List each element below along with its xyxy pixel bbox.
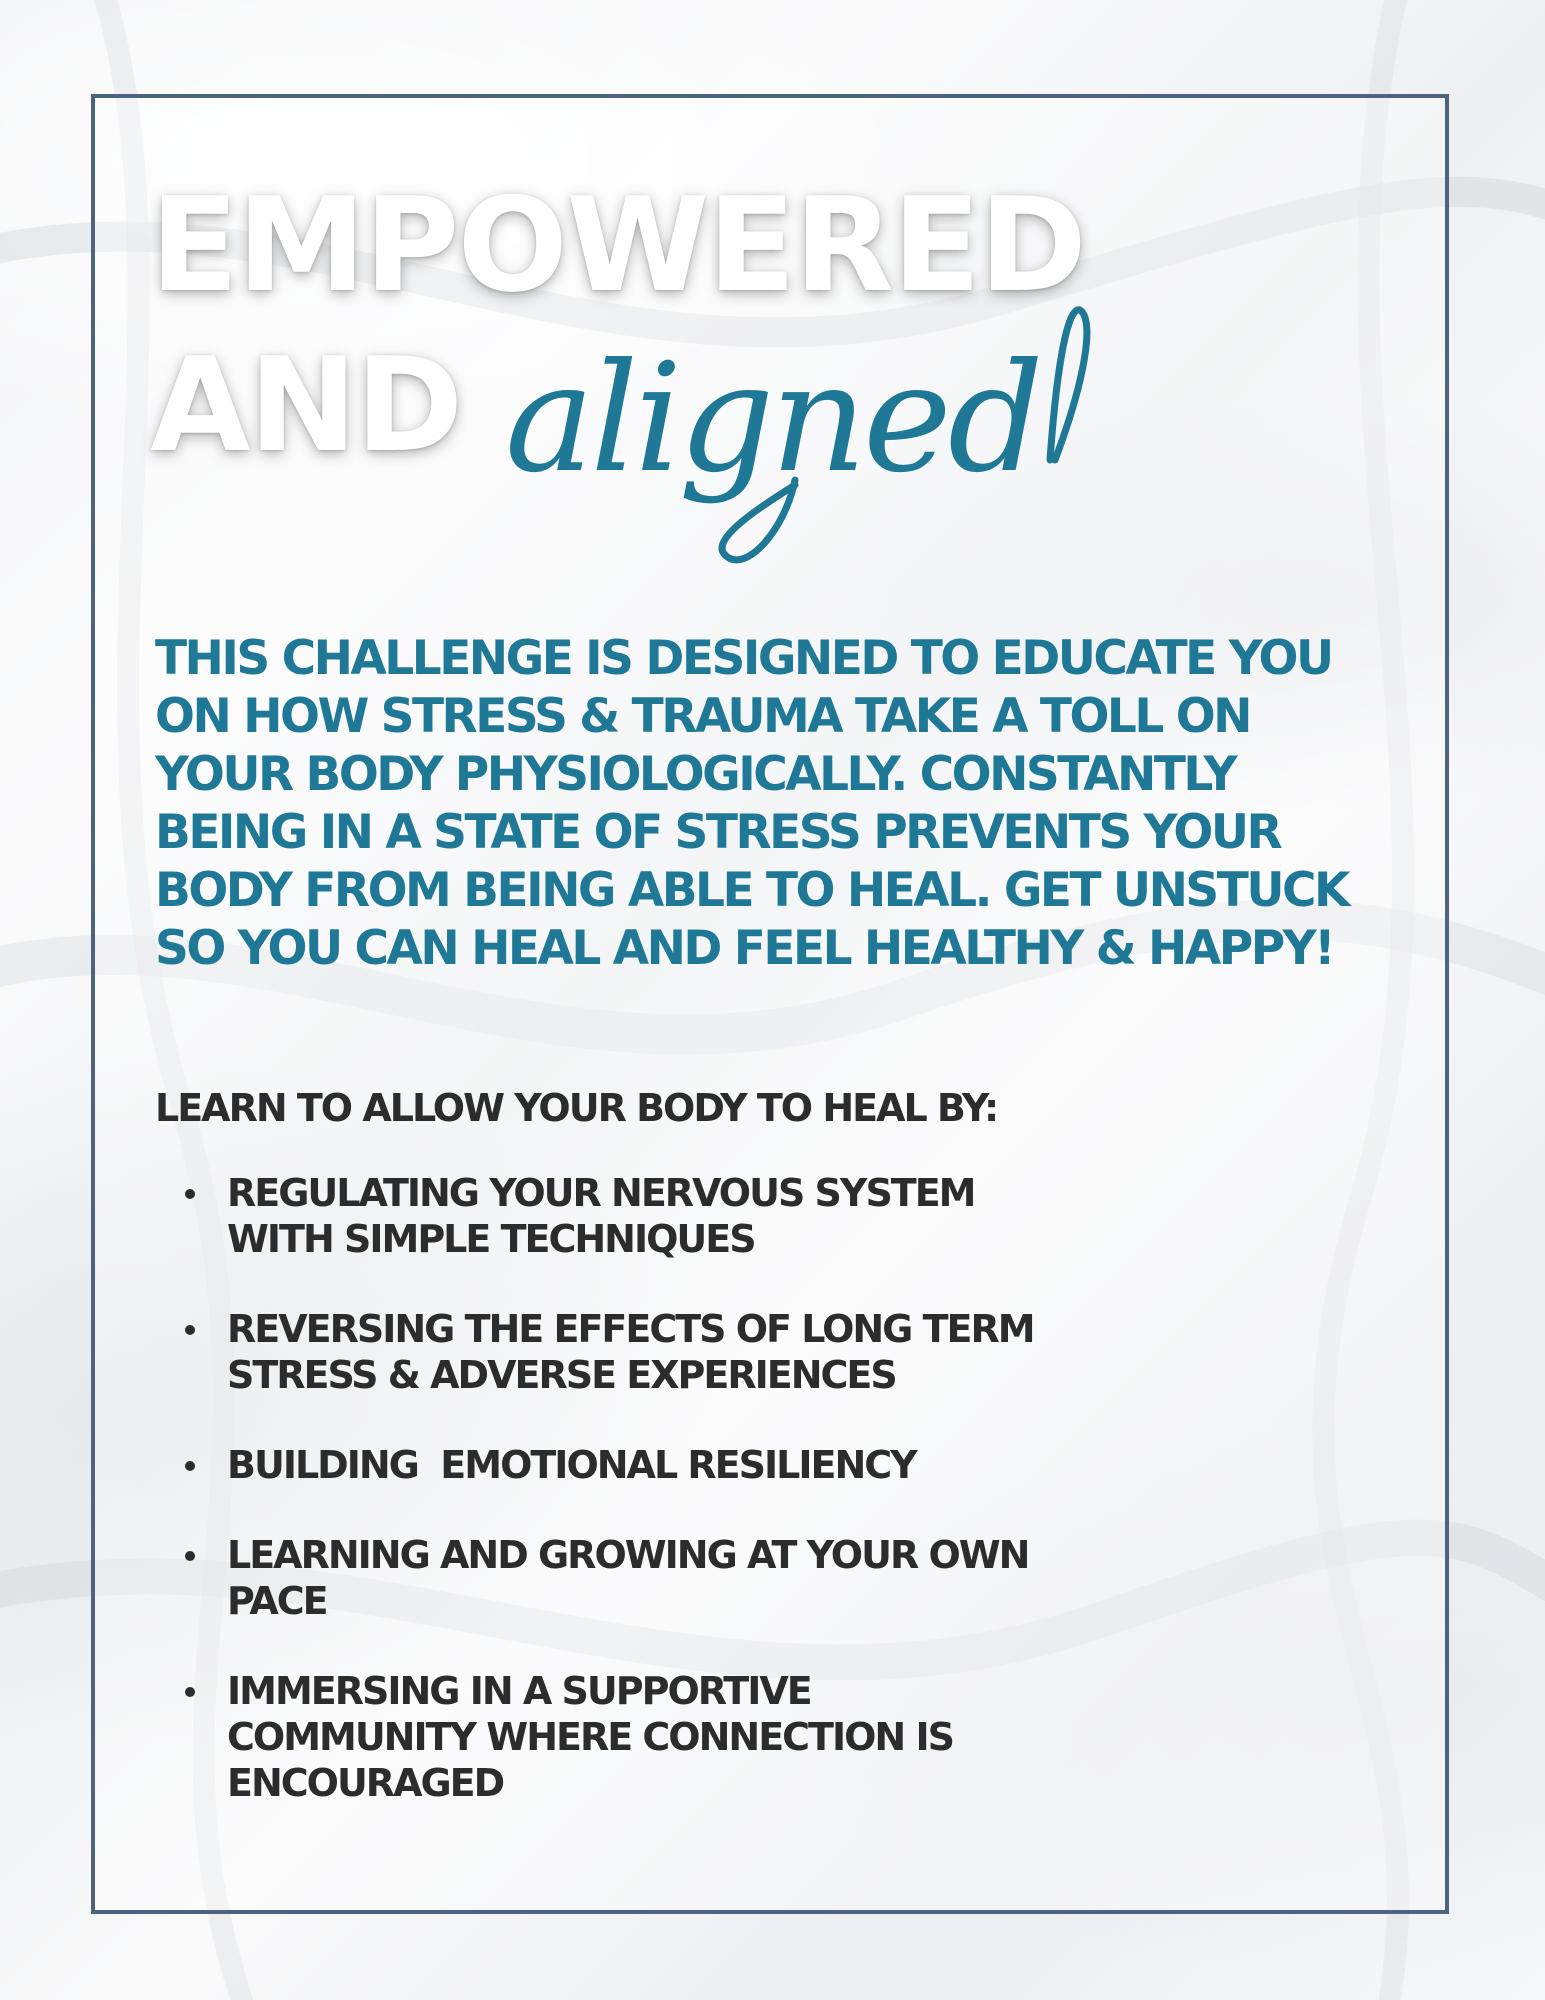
list-item-text: BUILDING EMOTIONAL RESILIENCY [227, 1443, 916, 1487]
bullet-dot-icon [185, 1325, 195, 1335]
benefits-heading: LEARN TO ALLOW YOUR BODY TO HEAL BY: [155, 1086, 998, 1130]
benefits-list [155, 1170, 1055, 1850]
title-script-word [495, 300, 1115, 580]
list-item [155, 1306, 1055, 1398]
bullet-dot-icon [185, 1461, 195, 1471]
list-item-text: IMMERSING IN A SUPPORTIVE COMMUNITY WHERE CONNECTION IS ENCOURAGED [227, 1669, 953, 1805]
list-item [155, 1442, 1055, 1488]
title-line-and: AND [150, 329, 462, 481]
bullet-dot-icon [185, 1551, 195, 1561]
bullet-dot-icon [185, 1687, 195, 1697]
list-item [155, 1532, 1055, 1624]
list-item [155, 1668, 1055, 1806]
bullet-dot-icon [185, 1189, 195, 1199]
list-item-text: LEARNING AND GROWING AT YOUR OWN PACE [227, 1533, 1029, 1623]
intro-paragraph: THIS CHALLENGE IS DESIGNED TO EDUCATE YOU ON HOW STRESS & TRAUMA TAKE A TOLL ON YOUR BODY PHYSIOLOGICALLY. CONSTANTLY BEING IN A STATE OF STRESS PREVENTS YOUR BODY FROM BEING ABLE TO HEAL. GET UNSTUCK SO YOU CAN HEAL AND FEEL HEALTHY & HAPPY! [155, 631, 1348, 976]
title-line-empowered: EMPOWERED [150, 169, 1085, 321]
list-item-text: REGULATING YOUR NERVOUS SYSTEM WITH SIMPLE TECHNIQUES [227, 1171, 975, 1261]
title-script-word-text: aligned [505, 332, 1040, 506]
list-item [155, 1170, 1055, 1262]
list-item-text: REVERSING THE EFFECTS OF LONG TERM STRESS & ADVERSE EXPERIENCES [227, 1307, 1034, 1397]
